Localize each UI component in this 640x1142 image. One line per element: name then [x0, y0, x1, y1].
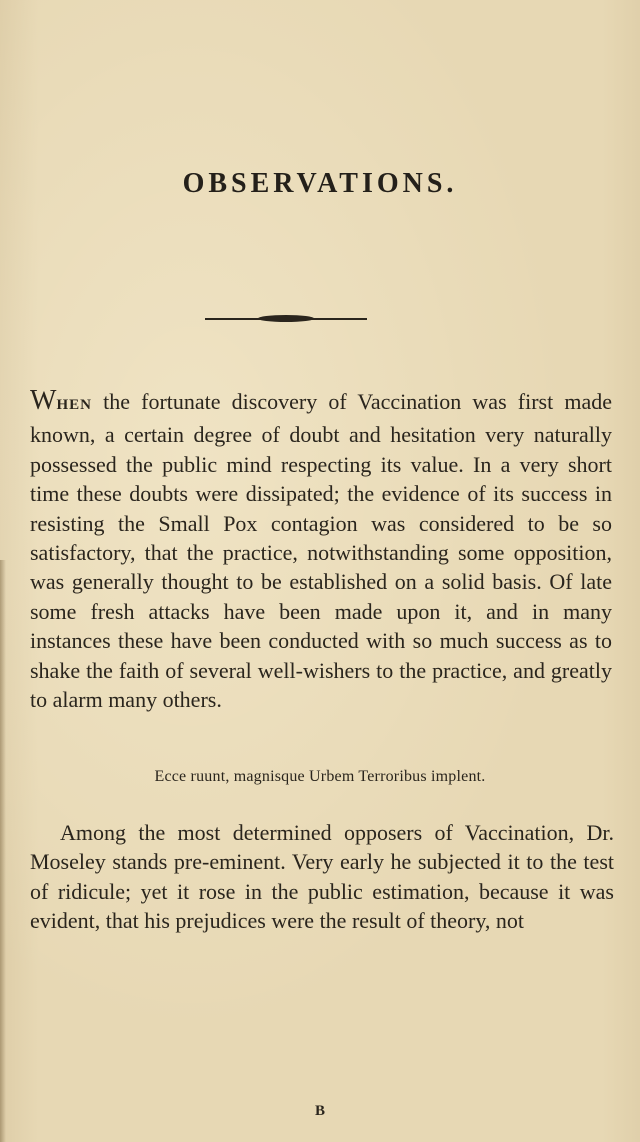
latin-quotation: Ecce ruunt, magnisque Urbem Terroribus implent. [154, 768, 486, 785]
chapter-heading: OBSERVATIONS. [182, 168, 458, 199]
opening-small-caps: HEN [56, 397, 92, 413]
paragraph-1 [30, 386, 612, 714]
drop-cap: W [30, 385, 57, 416]
paragraph-1-text: the fortunate discovery of Vaccination was first made known, a certain degree of doubt and hesitation very naturally possessed the public mind respecting its value. In a very short time these doubts were dissipated; the evidence of its success in resisting the Small Pox contagion was considered to be so satisfactory, that the practice, notwithstanding some opposition, was generally thought to be established on a solid basis. Of late some fresh attacks have been made upon it, and in many instances these have been conducted with so much success as to shake the faith of several well-wishers to the practice, and greatly to alarm many others. [30, 389, 613, 713]
signature-mark: B [314, 1103, 325, 1119]
ornamental-rule-center [258, 315, 314, 322]
paragraph-2 [30, 818, 614, 936]
page-binding-shadow [0, 560, 6, 1142]
paragraph-2-text: Among the most determined opposers of Vaccination, Dr. Moseley stands pre-eminent. Very early he subjected it to the test of ridicule; yet it rose in the public estimation, because it was evident, that his prejudices were the result of theory, not [30, 820, 614, 934]
